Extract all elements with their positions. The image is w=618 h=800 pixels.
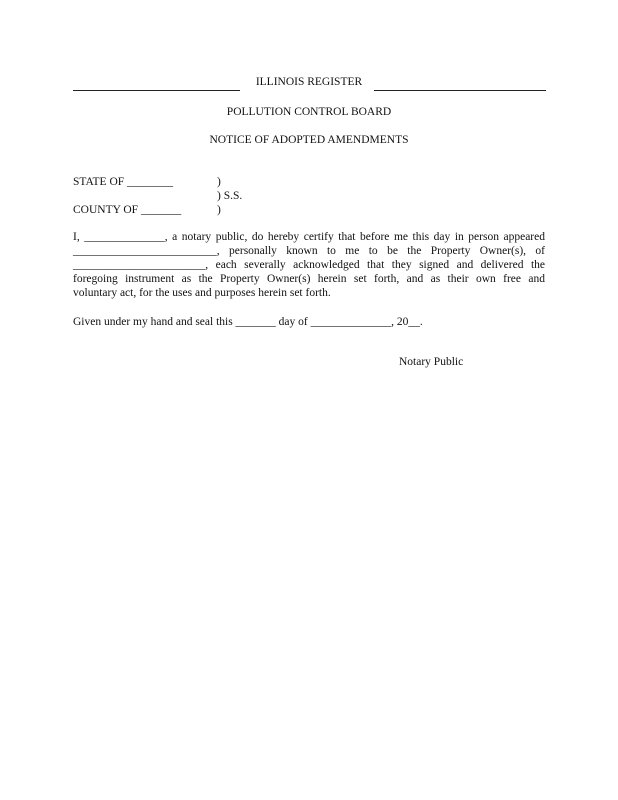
certification-line-5: voluntary act, for the uses and purposes herein set forth. xyxy=(73,287,331,299)
ss-label: ) S.S. xyxy=(217,190,243,202)
certification-line-2: _________________________, personally known to me to be the Property Owner(s), of xyxy=(73,245,545,257)
board-title: POLLUTION CONTROL BOARD xyxy=(226,106,392,118)
header-rule-left xyxy=(73,90,240,91)
venue-paren-top: ) xyxy=(217,176,221,188)
given-under-hand-text: Given under my hand and seal this _______ day of ______________, 20__. xyxy=(73,316,423,328)
certification-line-4: foregoing instrument as the Property Owner(s) herein set forth, and as their own free and xyxy=(73,273,545,285)
venue-paren-bottom: ) xyxy=(217,204,221,216)
notary-public-label: Notary Public xyxy=(399,356,464,368)
state-of-label: STATE OF ________ xyxy=(73,176,174,188)
certification-line-1: I, ______________, a notary public, do hereby certify that before me this day in person appeared xyxy=(73,231,545,243)
notice-title: NOTICE OF ADOPTED AMENDMENTS xyxy=(209,134,409,146)
certification-line-3: _______________________, each severally acknowledged that they signed and delivered the xyxy=(73,259,545,271)
header-rule-right xyxy=(374,90,546,91)
county-of-label: COUNTY OF _______ xyxy=(73,204,182,216)
register-title: ILLINOIS REGISTER xyxy=(255,76,363,88)
